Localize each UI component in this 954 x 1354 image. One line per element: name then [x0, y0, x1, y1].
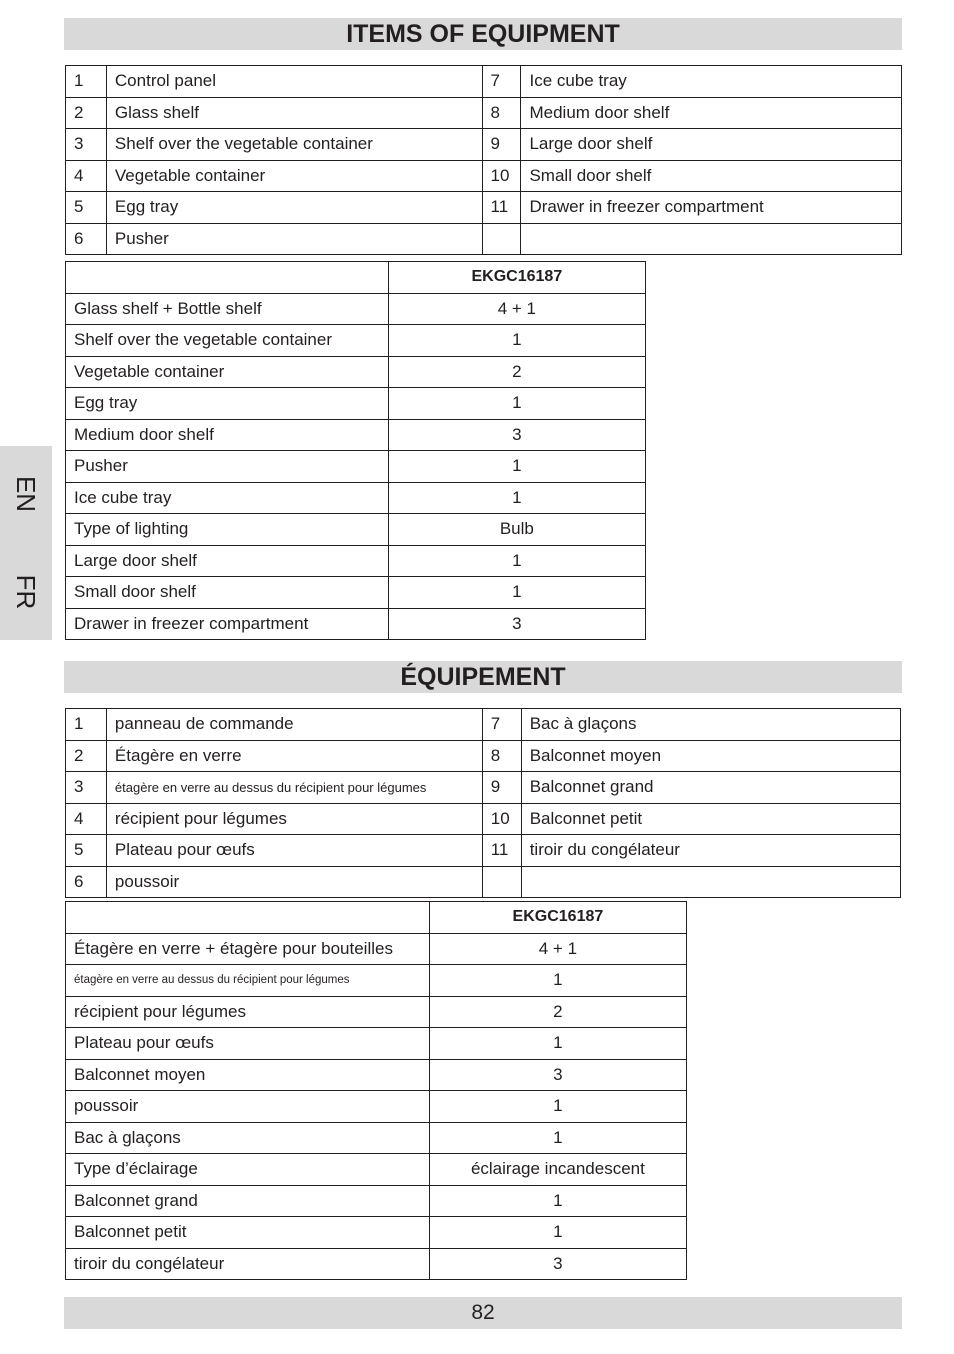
spec-label: Balconnet moyen	[66, 1059, 430, 1091]
spec-label: Balconnet petit	[66, 1217, 430, 1249]
spec-table-fr	[65, 901, 687, 1280]
table-row	[66, 129, 902, 161]
spec-label: Pusher	[66, 451, 389, 483]
table-row	[66, 419, 646, 451]
item-label: Shelf over the vegetable container	[106, 129, 482, 161]
table-row	[66, 451, 646, 483]
page-number: 82	[64, 1297, 902, 1329]
spec-label: Étagère en verre + étagère pour bouteilles	[66, 933, 430, 965]
item-label: Large door shelf	[521, 129, 902, 161]
table-row	[66, 1122, 687, 1154]
section-title-en: ITEMS OF EQUIPMENT	[64, 18, 902, 50]
table-row	[66, 965, 687, 997]
item-label: étagère en verre au dessus du récipient pour légumes	[106, 772, 482, 804]
table-row	[66, 325, 646, 357]
item-number: 4	[66, 803, 107, 835]
item-number: 5	[66, 835, 107, 867]
item-number: 10	[482, 160, 521, 192]
spec-value: 1	[429, 1091, 686, 1123]
items-table-fr	[65, 708, 901, 898]
empty-header-cell	[66, 902, 430, 934]
item-label: récipient pour légumes	[106, 803, 482, 835]
table-row	[66, 388, 646, 420]
language-code-fr: FR	[11, 574, 41, 610]
spec-value: 1	[429, 1028, 686, 1060]
table-header-row	[66, 902, 687, 934]
item-number: 11	[482, 835, 521, 867]
item-label: Pusher	[106, 223, 482, 255]
spec-label: Vegetable container	[66, 356, 389, 388]
item-label: Vegetable container	[106, 160, 482, 192]
item-label: poussoir	[106, 866, 482, 898]
spec-label: Small door shelf	[66, 577, 389, 609]
table-row	[66, 803, 901, 835]
spec-label: Shelf over the vegetable container	[66, 325, 389, 357]
table-row	[66, 772, 901, 804]
spec-value: 3	[429, 1059, 686, 1091]
section-title-fr: ÉQUIPEMENT	[64, 661, 902, 693]
spec-label: Glass shelf + Bottle shelf	[66, 293, 389, 325]
item-number: 1	[66, 66, 107, 98]
item-number	[482, 223, 521, 255]
empty-header-cell	[66, 262, 389, 294]
model-header: EKGC16187	[429, 902, 686, 934]
spec-value: 4 + 1	[429, 933, 686, 965]
spec-label: Type of lighting	[66, 514, 389, 546]
language-code-en: EN	[11, 475, 41, 513]
table-row	[66, 160, 902, 192]
table-row	[66, 1059, 687, 1091]
spec-value: 4 + 1	[388, 293, 645, 325]
item-label: Balconnet moyen	[521, 740, 900, 772]
spec-label: Medium door shelf	[66, 419, 389, 451]
spec-value: 1	[429, 1122, 686, 1154]
spec-label: Balconnet grand	[66, 1185, 430, 1217]
item-label: Balconnet grand	[521, 772, 900, 804]
language-tab	[0, 446, 52, 640]
spec-label: poussoir	[66, 1091, 430, 1123]
model-header: EKGC16187	[388, 262, 645, 294]
item-label: Control panel	[106, 66, 482, 98]
table-row	[66, 608, 646, 640]
spec-value: 1	[429, 965, 686, 997]
item-label: Ice cube tray	[521, 66, 902, 98]
item-number: 10	[482, 803, 521, 835]
spec-value: 1	[388, 451, 645, 483]
item-number: 7	[482, 66, 521, 98]
item-number	[482, 866, 521, 898]
spec-value: 2	[388, 356, 645, 388]
table-row	[66, 835, 901, 867]
item-label: Medium door shelf	[521, 97, 902, 129]
item-number: 2	[66, 740, 107, 772]
spec-value: 1	[388, 388, 645, 420]
item-label: Plateau pour œufs	[106, 835, 482, 867]
spec-value: 1	[388, 577, 645, 609]
spec-value: 1	[429, 1217, 686, 1249]
item-number: 3	[66, 772, 107, 804]
spec-value: Bulb	[388, 514, 645, 546]
table-row	[66, 577, 646, 609]
item-label: panneau de commande	[106, 709, 482, 741]
table-row	[66, 996, 687, 1028]
table-row	[66, 97, 902, 129]
spec-label: Bac à glaçons	[66, 1122, 430, 1154]
spec-value: éclairage incandescent	[429, 1154, 686, 1186]
spec-label: tiroir du congélateur	[66, 1248, 430, 1280]
item-number: 9	[482, 772, 521, 804]
item-number: 2	[66, 97, 107, 129]
item-label: Drawer in freezer compartment	[521, 192, 902, 224]
table-row	[66, 1217, 687, 1249]
spec-value: 3	[429, 1248, 686, 1280]
item-label: Glass shelf	[106, 97, 482, 129]
item-number: 8	[482, 740, 521, 772]
spec-value: 2	[429, 996, 686, 1028]
spec-label: Type d’éclairage	[66, 1154, 430, 1186]
item-label: Balconnet petit	[521, 803, 900, 835]
item-number: 7	[482, 709, 521, 741]
table-row	[66, 66, 902, 98]
table-row	[66, 192, 902, 224]
table-row	[66, 545, 646, 577]
item-number: 3	[66, 129, 107, 161]
spec-label: Ice cube tray	[66, 482, 389, 514]
item-number: 6	[66, 223, 107, 255]
spec-label: récipient pour légumes	[66, 996, 430, 1028]
table-row	[66, 866, 901, 898]
item-label: tiroir du congélateur	[521, 835, 900, 867]
spec-label: étagère en verre au dessus du récipient pour légumes	[66, 965, 430, 997]
item-label: Small door shelf	[521, 160, 902, 192]
spec-value: 1	[388, 545, 645, 577]
item-label: Egg tray	[106, 192, 482, 224]
table-row	[66, 223, 902, 255]
item-number: 11	[482, 192, 521, 224]
item-number: 4	[66, 160, 107, 192]
spec-label: Drawer in freezer compartment	[66, 608, 389, 640]
table-row	[66, 709, 901, 741]
table-row	[66, 1248, 687, 1280]
spec-label: Egg tray	[66, 388, 389, 420]
table-row	[66, 933, 687, 965]
spec-label: Plateau pour œufs	[66, 1028, 430, 1060]
spec-label: Large door shelf	[66, 545, 389, 577]
item-label: Étagère en verre	[106, 740, 482, 772]
table-row	[66, 356, 646, 388]
spec-value: 3	[388, 419, 645, 451]
spec-value: 3	[388, 608, 645, 640]
table-row	[66, 1091, 687, 1123]
item-number: 1	[66, 709, 107, 741]
table-row	[66, 514, 646, 546]
item-label	[521, 223, 902, 255]
table-row	[66, 740, 901, 772]
table-row	[66, 1185, 687, 1217]
item-label: Bac à glaçons	[521, 709, 900, 741]
item-number: 8	[482, 97, 521, 129]
spec-table-en	[65, 261, 646, 640]
item-number: 9	[482, 129, 521, 161]
table-row	[66, 1028, 687, 1060]
items-table-en	[65, 65, 902, 255]
spec-value: 1	[388, 482, 645, 514]
item-number: 6	[66, 866, 107, 898]
table-row	[66, 1154, 687, 1186]
item-label	[521, 866, 900, 898]
table-row	[66, 482, 646, 514]
spec-value: 1	[429, 1185, 686, 1217]
spec-value: 1	[388, 325, 645, 357]
table-header-row	[66, 262, 646, 294]
table-row	[66, 293, 646, 325]
item-number: 5	[66, 192, 107, 224]
